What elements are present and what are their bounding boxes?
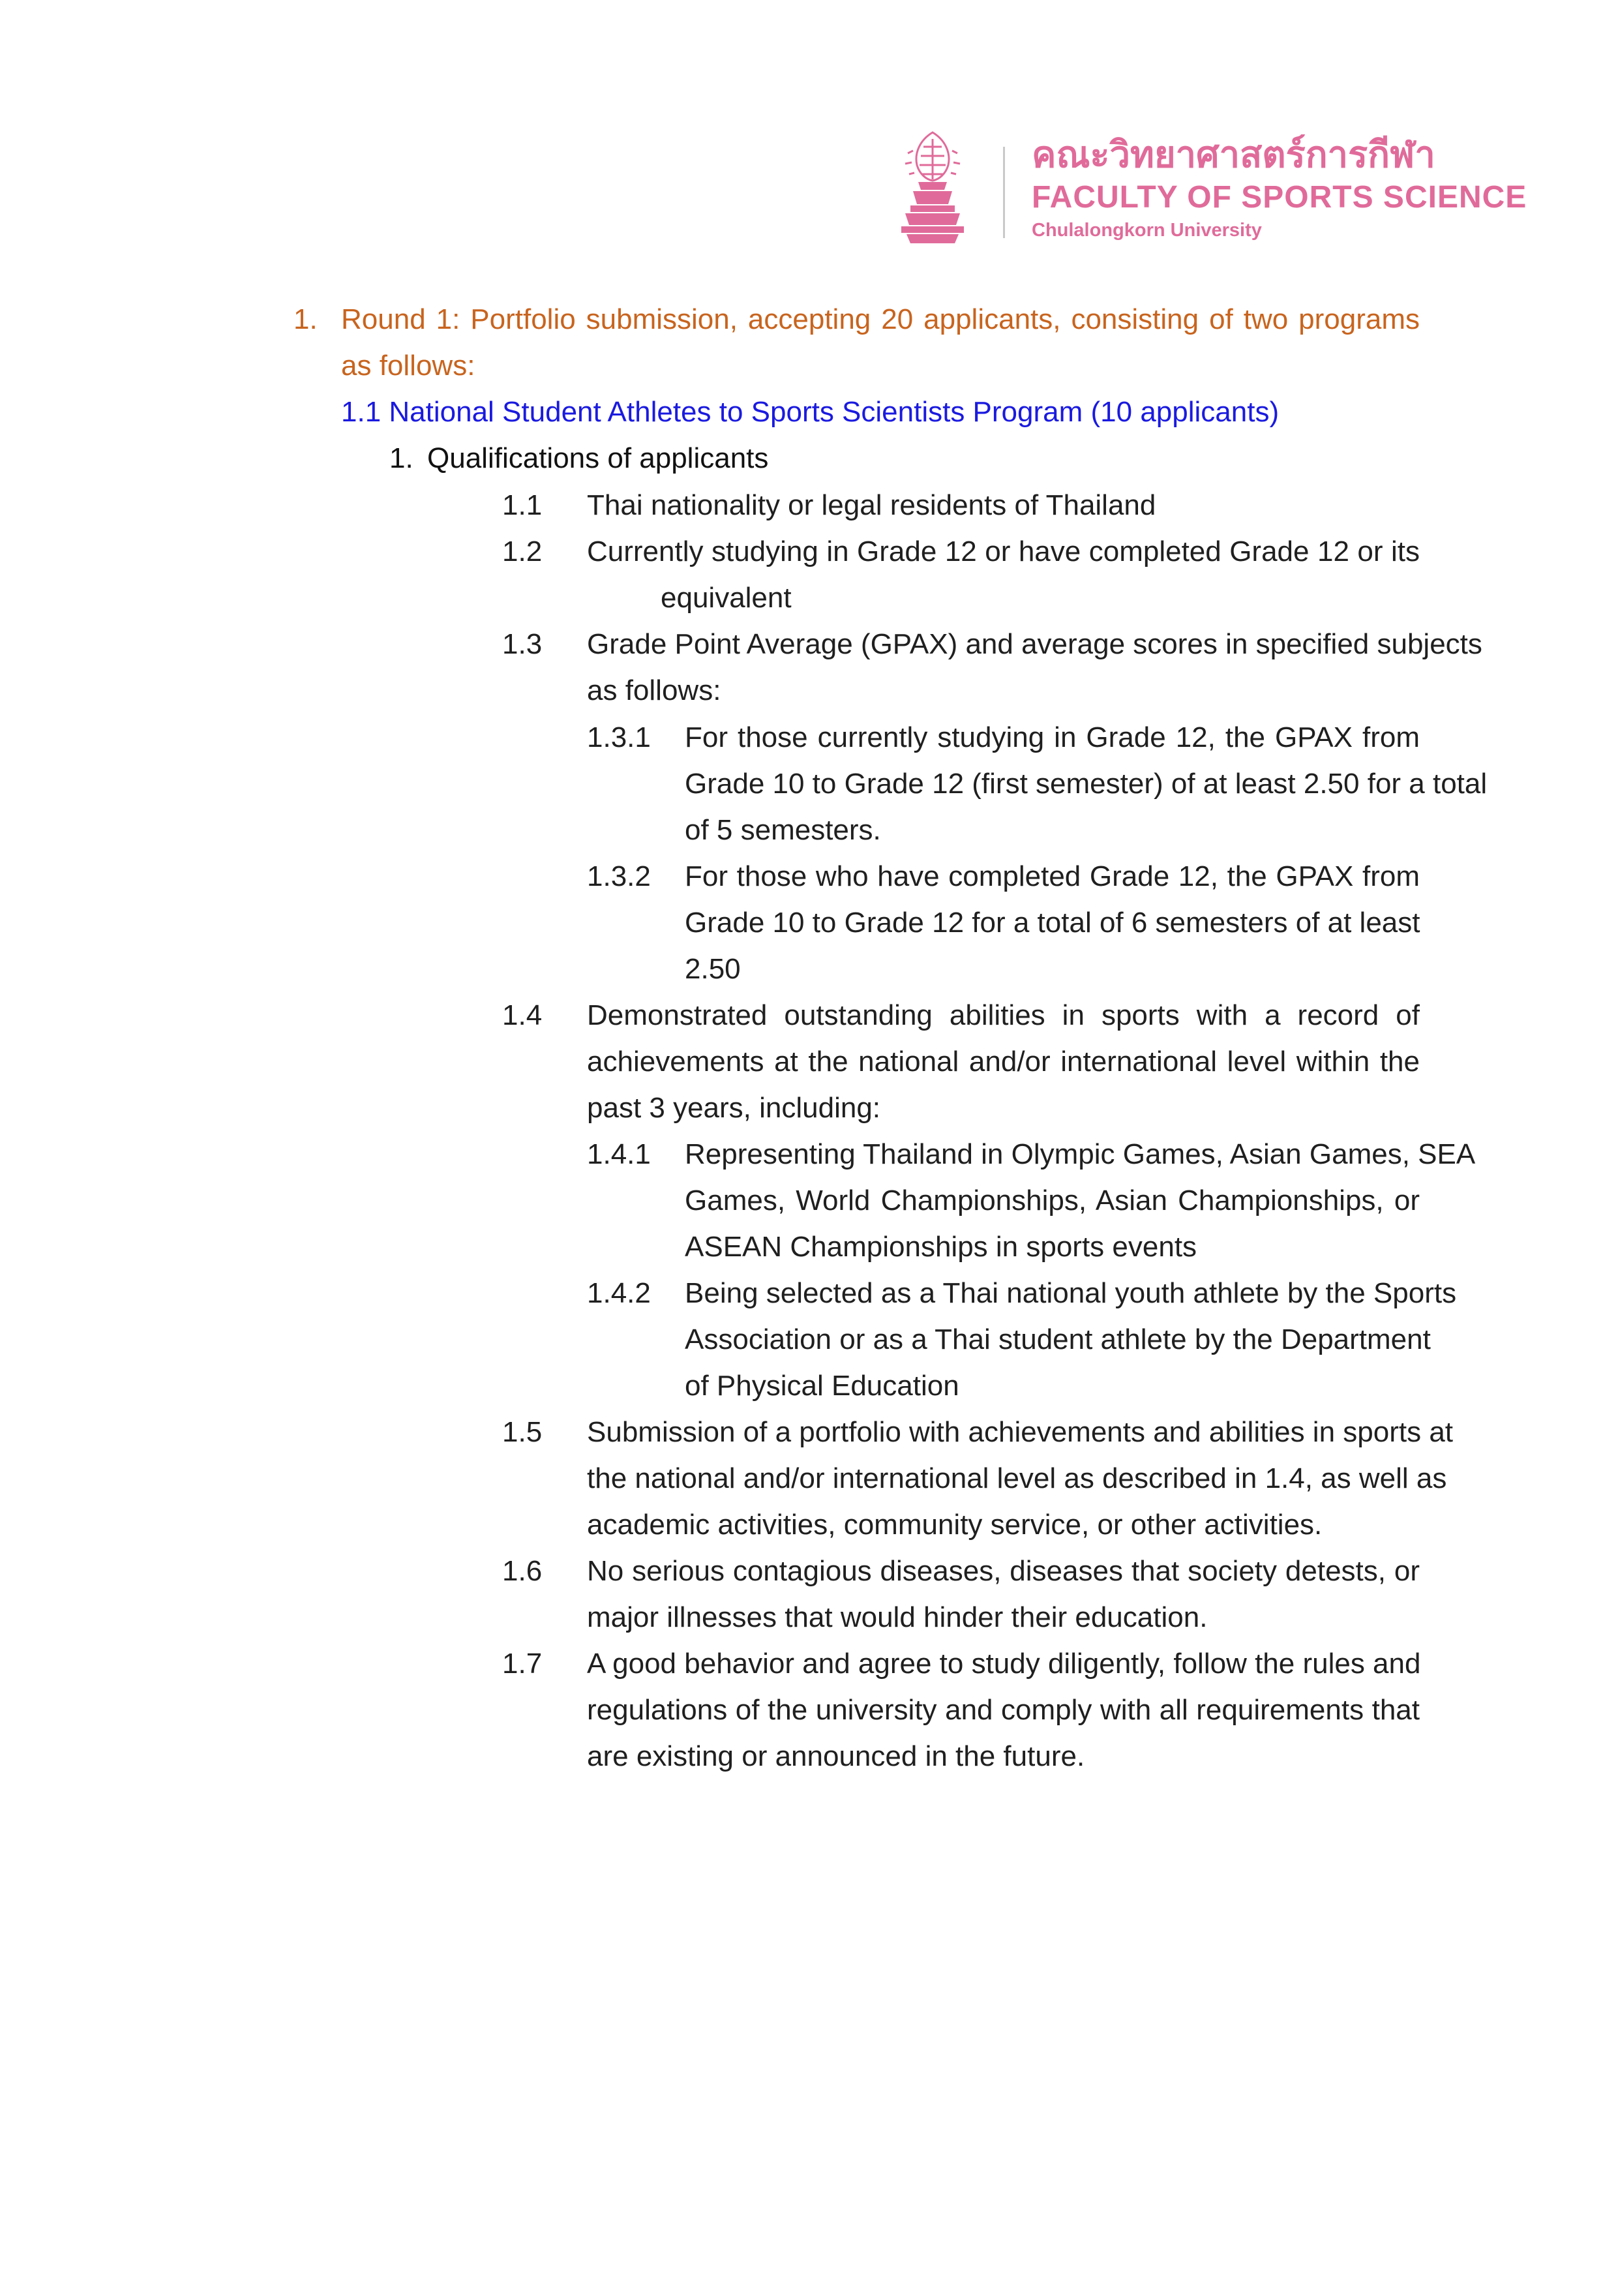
item-1-4-1-text-line2: Games, World Championships, Asian Championships, or bbox=[685, 1185, 1420, 1216]
item-1-4-2-text-line3: of Physical Education bbox=[685, 1370, 959, 1402]
item-1-7-text-line2: regulations of the university and comply with all requirements that bbox=[587, 1694, 1420, 1726]
item-1-4-2-number: 1.4.2 bbox=[587, 1277, 651, 1309]
item-1-6-number: 1.6 bbox=[502, 1555, 543, 1587]
item-1-7-number: 1.7 bbox=[502, 1648, 543, 1680]
item-1-7-text-line3: are existing or announced in the future. bbox=[587, 1740, 1085, 1772]
item-1-2-text-line1: Currently studying in Grade 12 or have completed Grade 12 or its bbox=[587, 536, 1420, 567]
section-title-line2: as follows: bbox=[341, 350, 475, 382]
faculty-header bbox=[893, 127, 1527, 248]
item-1-4-1-text-line1: Representing Thailand in Olympic Games, Asian Games, SEA bbox=[685, 1138, 1476, 1170]
item-1-3-number: 1.3 bbox=[502, 628, 543, 660]
university-name: Chulalongkorn University bbox=[1032, 220, 1262, 241]
item-1-6-text-line1: No serious contagious diseases, diseases that society detests, or bbox=[587, 1555, 1420, 1587]
section-number: 1. bbox=[293, 303, 318, 335]
item-1-5-text-line1: Submission of a portfolio with achievements and abilities in sports at bbox=[587, 1416, 1454, 1448]
faculty-english-name: FACULTY OF SPORTS SCIENCE bbox=[1032, 180, 1527, 215]
item-1-3-2-text-line1: For those who have completed Grade 12, the GPAX from bbox=[685, 860, 1420, 892]
item-1-4-text-line3: past 3 years, including: bbox=[587, 1092, 881, 1124]
item-1-3-1-text-line3: of 5 semesters. bbox=[685, 814, 881, 846]
header-divider bbox=[1003, 147, 1005, 238]
item-1-4-2-text-line1: Being selected as a Thai national youth athlete by the Sports bbox=[685, 1277, 1457, 1309]
qualifications-heading: Qualifications of applicants bbox=[427, 442, 769, 474]
chulalongkorn-emblem-icon bbox=[893, 127, 972, 248]
item-1-5-text-line3: academic activities, community service, or other activities. bbox=[587, 1509, 1323, 1541]
item-1-3-text-line2: as follows: bbox=[587, 674, 721, 706]
item-1-4-text-line2: achievements at the national and/or international level within the bbox=[587, 1046, 1420, 1078]
item-1-4-2-text-line2: Association or as a Thai student athlete by the Department bbox=[685, 1323, 1431, 1355]
item-1-4-1-text-line3: ASEAN Championships in sports events bbox=[685, 1231, 1197, 1263]
item-1-4-1-number: 1.4.1 bbox=[587, 1138, 651, 1170]
item-1-3-text-line1: Grade Point Average (GPAX) and average scores in specified subjects bbox=[587, 628, 1482, 660]
item-1-7-text-line1: A good behavior and agree to study diligently, follow the rules and bbox=[587, 1648, 1421, 1680]
program-title: 1.1 National Student Athletes to Sports Scientists Program (10 applicants) bbox=[341, 396, 1280, 428]
item-1-3-1-number: 1.3.1 bbox=[587, 721, 651, 753]
item-1-1-number: 1.1 bbox=[502, 489, 543, 521]
item-1-3-1-text-line1: For those currently studying in Grade 12, the GPAX from bbox=[685, 721, 1420, 753]
item-1-6-text-line2: major illnesses that would hinder their education. bbox=[587, 1601, 1208, 1633]
item-1-3-1-text-line2: Grade 10 to Grade 12 (first semester) of at least 2.50 for a total bbox=[685, 768, 1488, 800]
qualifications-number: 1. bbox=[389, 442, 413, 474]
item-1-3-2-text-line3: 2.50 bbox=[685, 953, 741, 985]
item-1-3-2-text-line2: Grade 10 to Grade 12 for a total of 6 semesters of at least bbox=[685, 907, 1420, 939]
item-1-2-text-line2: equivalent bbox=[661, 582, 792, 614]
item-1-4-text-line1: Demonstrated outstanding abilities in sports with a record of bbox=[587, 999, 1420, 1031]
item-1-2-number: 1.2 bbox=[502, 536, 543, 567]
item-1-4-number: 1.4 bbox=[502, 999, 543, 1031]
item-1-3-2-number: 1.3.2 bbox=[587, 860, 651, 892]
item-1-5-text-line2: the national and/or international level as described in 1.4, as well as bbox=[587, 1462, 1447, 1494]
faculty-thai-name: คณะวิทยาศาสตร์การกีฬา bbox=[1032, 134, 1435, 175]
item-1-1-text: Thai nationality or legal residents of Thailand bbox=[587, 489, 1156, 521]
item-1-5-number: 1.5 bbox=[502, 1416, 543, 1448]
section-title-line1: Round 1: Portfolio submission, accepting 20 applicants, consisting of two programs bbox=[341, 303, 1420, 335]
